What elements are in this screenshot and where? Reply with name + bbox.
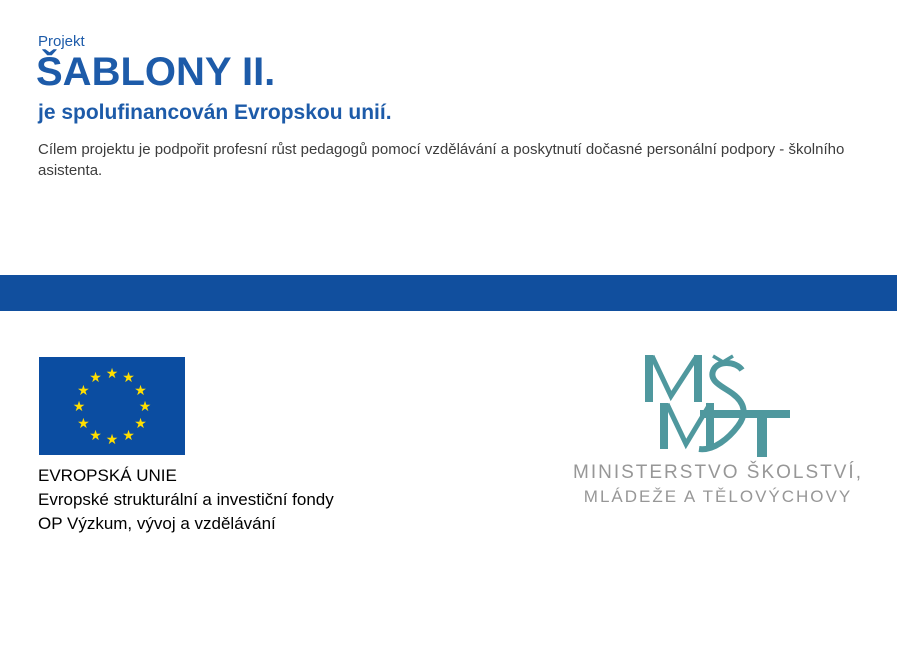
ministry-name [565, 461, 871, 509]
eu-flag-star-icon: ★ [77, 381, 90, 398]
eu-flag-star-icon: ★ [134, 414, 147, 431]
eu-flag-star-icon: ★ [138, 398, 152, 414]
msmt-letter-s-caron [699, 356, 744, 449]
ministry-name-line1: MINISTERSTVO ŠKOLSTVÍ, [573, 462, 863, 483]
blue-banner-bar [0, 275, 897, 311]
eu-flag-star-icon: ★ [105, 365, 119, 381]
eu-flag-star-icon: ★ [122, 426, 135, 443]
eu-logo-caption [38, 464, 334, 536]
msmt-letter-m-bottom [660, 403, 714, 449]
msmt-letter-m-top [645, 355, 702, 402]
eu-flag-star-icon: ★ [72, 398, 86, 414]
project-title: ŠABLONY II. [36, 50, 276, 94]
eu-flag-star-icon: ★ [134, 381, 147, 398]
eu-flag-star-icon: ★ [122, 369, 135, 386]
project-kicker: Projekt [38, 33, 85, 50]
project-description: Cílem projektu je podpořit profesní růst pedagogů pomocí vzdělávání a poskytnutí dočasné personální podpory - školního asistenta. [38, 141, 845, 179]
eu-flag-icon [39, 357, 185, 455]
eu-flag-star-icon: ★ [89, 369, 102, 386]
eu-flag-star-icon: ★ [77, 414, 90, 431]
eu-caption-line-program: OP Výzkum, vývoj a vzdělávání [38, 514, 276, 533]
msmt-monogram-logo [640, 352, 795, 462]
cofinancing-subtitle: je spolufinancován Evropskou unií. [38, 101, 392, 124]
ministry-name-line2: MLÁDEŽE A TĚLOVÝCHOVY [583, 487, 853, 506]
eu-caption-line-funds: Evropské strukturální a investiční fondy [38, 490, 334, 509]
eu-flag-star-icon: ★ [89, 426, 102, 443]
eu-caption-line-union: EVROPSKÁ UNIE [38, 466, 177, 485]
eu-flag-star-icon: ★ [105, 431, 119, 447]
